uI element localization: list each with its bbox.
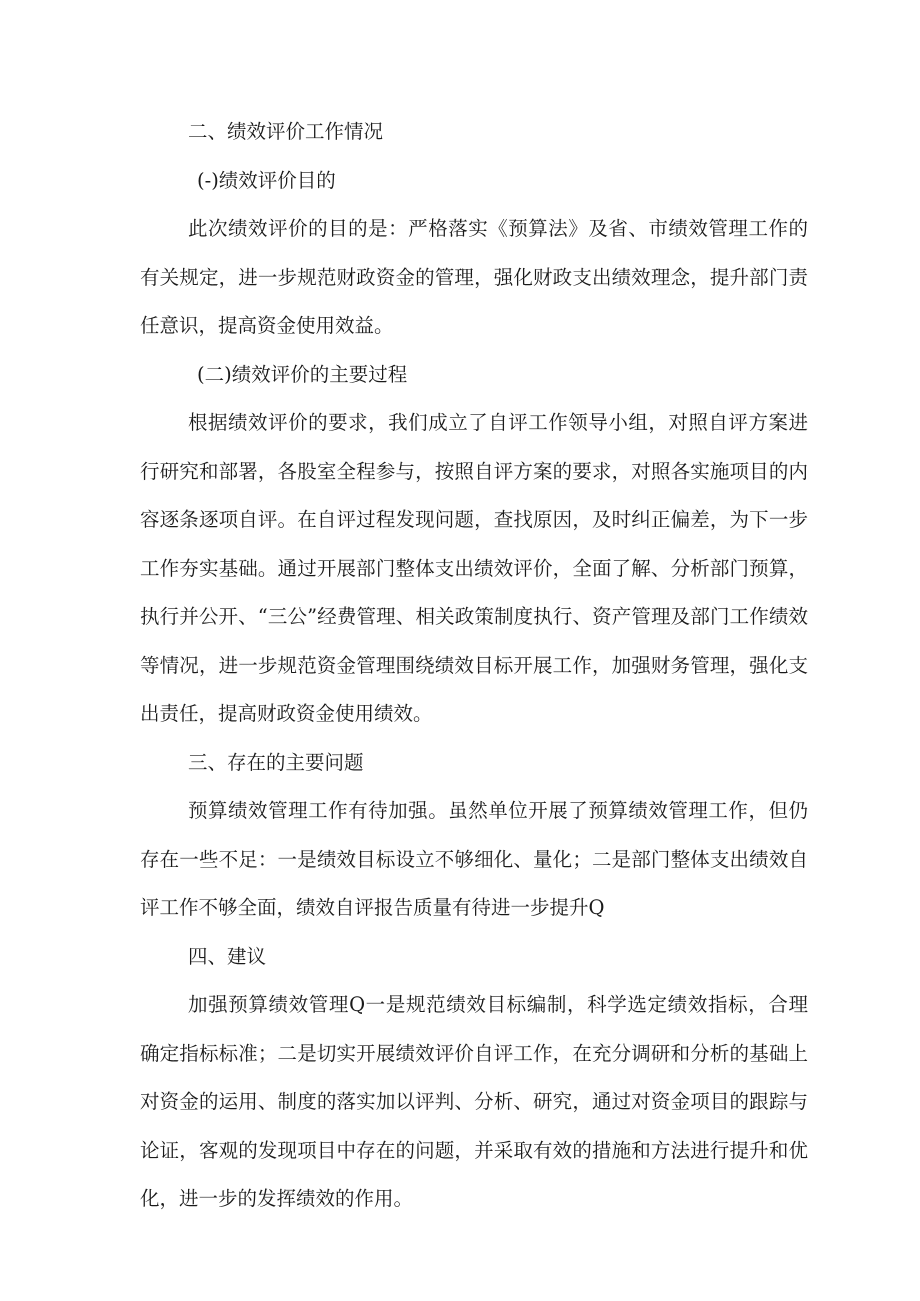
paragraph-evaluation-process: 根据绩效评价的要求，我们成立了自评工作领导小组，对照自评方案进行研究和部署，各股室全程参与，按照自评方案的要求，对照各实施项目的内容逐条逐项自评。在自评过程发现问题，查找原因，及时纠正偏差，为下一步工作夯实基础。通过开展部门整体支出绩效评价，全面了解、分析部门预算，执行并公开、“三公”经费管理、相关政策制度执行、资产管理及部门工作绩效等情况，进一步规范资金管理围绕绩效目标开展工作，加强财务管理，强化支出责任，提高财政资金使用绩效。 (140, 411, 808, 725)
section-heading-main-problems: 三、存在的主要问题 (188, 750, 364, 774)
subheading-evaluation-purpose: (-)绩效评价目的 (197, 168, 336, 192)
paragraph-evaluation-purpose: 此次绩效评价的目的是：严格落实《预算法》及省、市绩效管理工作的有关规定，进一步规范财政资金的管理，强化财政支出绩效理念，提升部门责任意识，提高资金使用效益。 (140, 217, 808, 337)
subheading-evaluation-process: (二)绩效评价的主要过程 (197, 362, 408, 386)
paragraph-suggestions: 加强预算绩效管理Q一是规范绩效目标编制，科学选定绩效指标，合理确定指标标准；二是切实开展绩效评价自评工作，在充分调研和分析的基础上对资金的运用、制度的落实加以评判、分析、研究，通过对资金项目的跟踪与论证，客观的发现项目中存在的问题，并采取有效的措施和方法进行提升和优化，进一步的发挥绩效的作用。 (140, 993, 808, 1210)
paragraph-main-problems: 预算绩效管理工作有待加强。虽然单位开展了预算绩效管理工作，但仍存在一些不足：一是绩效目标设立不够细化、量化；二是部门整体支出绩效自评工作不够全面，绩效自评报告质量有待进一步提升Q (140, 799, 808, 919)
section-heading-suggestions: 四、建议 (188, 944, 267, 968)
document-page (140, 108, 808, 1224)
section-heading-performance-evaluation: 二、绩效评价工作情况 (188, 120, 384, 143)
